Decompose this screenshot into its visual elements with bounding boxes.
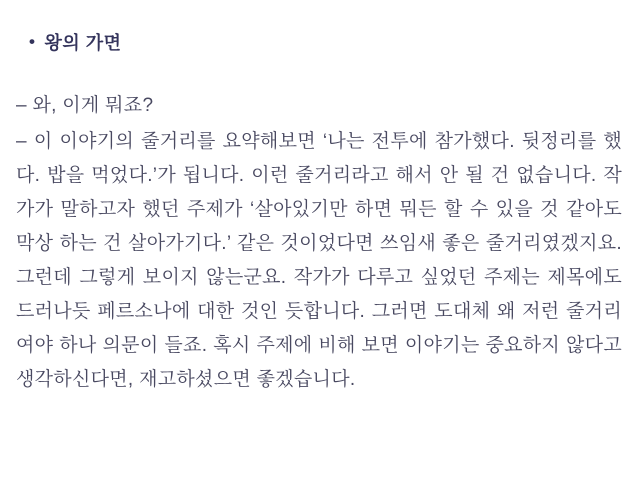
section-heading [29,31,622,55]
dialogue-line-short: – 와, 이게 뭐죠? [16,95,154,116]
section-title: 왕의 가면 [44,33,122,53]
bullet-icon: • [29,32,36,51]
dialogue-paragraph: – 이 이야기의 줄거리를 요약해보면 ‘나는 전투에 참가했다. 뒷정리를 했다. 밥을 먹었다.’가 됩니다. 이런 줄거리라고 해서 안 될 건 없습니다. 작가가 말하고자 했던 주제가 ‘살아있기만 하면 뭐든 할 수 있을 것 같아도 막상 하는 건 살아가기다.’ 같은 것이었다면 쓰임새 좋은 줄거리였겠지요. 그런데 그렇게 보이지 않는군요. 작가가 다루고 싶었던 주제는 제목에도 드러나듯 페르소나에 대한 것인 듯합니다. 그러면 도대체 왜 저런 줄거리여야 하나 의문이 들죠. 혹시 주제에 비해 보면 이야기는 중요하지 않다고 생각하신다면, 재고하셨으면 좋겠습니다. [16,131,622,390]
